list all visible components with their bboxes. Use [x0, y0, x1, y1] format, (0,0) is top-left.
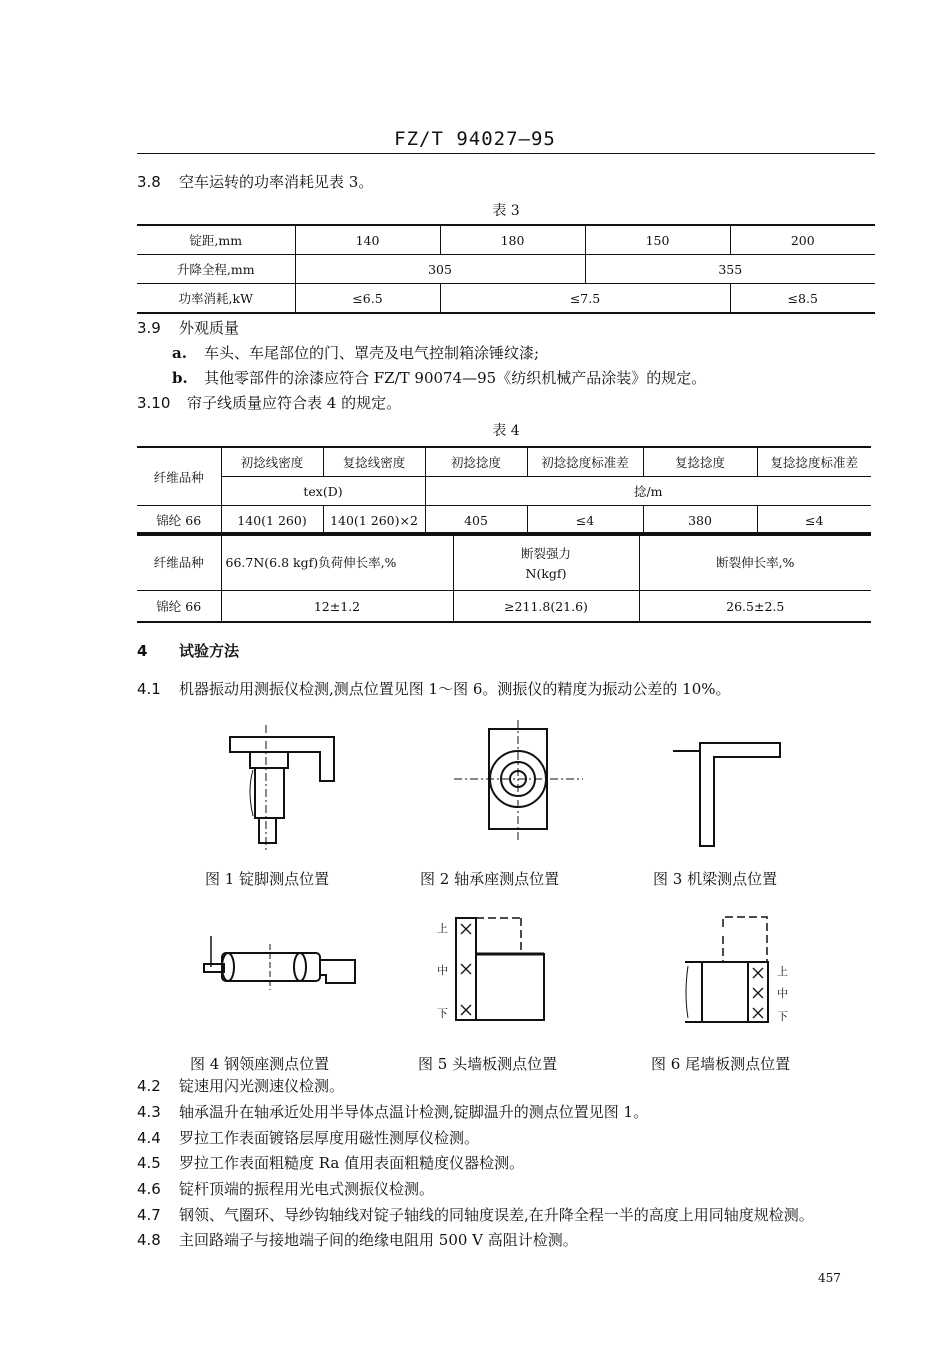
- section-number: 4.6: [137, 1180, 161, 1198]
- table-cell: 纤维品种: [137, 533, 221, 591]
- section-text: 帘子线质量应符合表 4 的规定。: [187, 394, 402, 412]
- table3-caption: 表 3: [492, 203, 520, 219]
- label-mid-6: 中: [777, 987, 788, 1000]
- table-cell: 200: [730, 225, 875, 255]
- table-cell: 锭距,mm: [137, 225, 295, 255]
- section-text: 主回路端子与接地端子间的绝缘电阻用 500 V 高阻计检测。: [179, 1231, 578, 1249]
- section-text: 钢领、气圈环、导纱钩轴线对锭子轴线的同轴度误差,在升降全程一半的高度上用同轴度规检测。: [179, 1206, 814, 1224]
- table-cell: 180: [440, 225, 585, 255]
- table-cell: tex(D): [221, 477, 425, 506]
- figure-3-drawing: [673, 743, 780, 846]
- table-cell: ≤4: [527, 506, 643, 536]
- strength-unit: N(kgf): [525, 565, 567, 581]
- item-4-7: [137, 1205, 814, 1225]
- label-down-6: 下: [777, 1010, 788, 1023]
- table-cell: 355: [585, 255, 875, 284]
- item-4-6: [137, 1179, 434, 1199]
- table-cell: 升降全程,mm: [137, 255, 295, 284]
- table-cell: 380: [643, 506, 757, 536]
- section-text: 锭速用闪光测速仪检测。: [179, 1077, 345, 1095]
- figure-2-caption: 图 2 轴承座测点位置: [420, 870, 560, 888]
- figure-6-drawing: [685, 917, 768, 1022]
- figure-4-caption: 图 4 钢领座测点位置: [190, 1055, 330, 1073]
- standard-number: FZ/T 94027—95: [394, 128, 556, 150]
- label-up-6: 上: [777, 965, 788, 978]
- table-cell: 初捻捻度: [425, 447, 527, 477]
- section-number: 4.4: [137, 1129, 161, 1147]
- label-down: 下: [437, 1007, 448, 1020]
- section-number: 4.2: [137, 1077, 161, 1095]
- section-text: 机器振动用测振仪检测,测点位置见图 1～图 6。测振仪的精度为振动公差的 10%。: [179, 680, 731, 698]
- table-cell: 复捻捻度标准差: [757, 447, 871, 477]
- table-cell: 复捻捻度: [643, 447, 757, 477]
- figure-5-caption: 图 5 头墙板测点位置: [418, 1055, 558, 1073]
- label-up: 上: [437, 922, 448, 935]
- table-cell: 405: [425, 506, 527, 536]
- item-label: a.: [172, 344, 187, 362]
- section-text: 罗拉工作表面粗糙度 Ra 值用表面粗糙度仪器检测。: [179, 1154, 525, 1172]
- figure-6-caption: 图 6 尾墙板测点位置: [651, 1055, 791, 1073]
- item-4-8: [137, 1230, 578, 1250]
- section-number: 3.10: [137, 394, 171, 412]
- table-cell: 锦纶 66: [137, 591, 221, 623]
- table-cell: 305: [295, 255, 585, 284]
- figure-1-drawing: [230, 725, 334, 850]
- table-cell: 复捻线密度: [323, 447, 425, 477]
- section-number: 3.9: [137, 319, 161, 337]
- section-number: 4.3: [137, 1103, 161, 1121]
- figure-1-caption: 图 1 锭脚测点位置: [205, 870, 330, 888]
- item-4-2: [137, 1076, 344, 1096]
- table-cell: 26.5±2.5: [639, 591, 871, 623]
- item-4-3: [137, 1102, 648, 1122]
- section-number: 4.1: [137, 680, 161, 698]
- item-4-4: [137, 1128, 479, 1148]
- table-cell: 初捻线密度: [221, 447, 323, 477]
- table-cell: 初捻捻度标准差: [527, 447, 643, 477]
- table-cell: 140: [295, 225, 440, 255]
- section-title: 外观质量: [179, 319, 240, 337]
- section-text: 轴承温升在轴承近处用半导体点温计检测,锭脚温升的测点位置见图 1。: [179, 1103, 649, 1121]
- table-cell: 12±1.2: [221, 591, 453, 623]
- table4-caption: 表 4: [492, 423, 520, 439]
- label-mid: 中: [437, 964, 448, 977]
- section-number: 4: [137, 642, 148, 660]
- section-number: 4.5: [137, 1154, 161, 1172]
- table-cell: 140(1 260): [221, 506, 323, 536]
- item-text: 车头、车尾部位的门、罩壳及电气控制箱涂锤纹漆;: [204, 344, 540, 362]
- table-cell: 捻/m: [425, 477, 871, 506]
- section-text: 罗拉工作表面镀铬层厚度用磁性测厚仪检测。: [179, 1129, 480, 1147]
- section-text: 空车运转的功率消耗见表 3。: [179, 173, 374, 191]
- page-number: 457: [818, 1271, 841, 1285]
- table-cell: 断裂伸长率,%: [639, 533, 871, 591]
- table-cell: 纤维品种: [137, 447, 221, 506]
- figure-3-caption: 图 3 机梁测点位置: [653, 870, 778, 888]
- table-cell: ≤7.5: [440, 284, 730, 314]
- section-text: 锭杆顶端的振程用光电式测振仪检测。: [179, 1180, 435, 1198]
- section-number: 4.7: [137, 1206, 161, 1224]
- table-cell: 140(1 260)×2: [323, 506, 425, 536]
- table-cell: ≤8.5: [730, 284, 875, 314]
- table-cell: ≥211.8(21.6): [453, 591, 639, 623]
- item-4-5: [137, 1153, 524, 1173]
- table-cell: 150: [585, 225, 730, 255]
- section-number: 4.8: [137, 1231, 161, 1249]
- item-label: b.: [172, 369, 188, 387]
- section-number: 3.8: [137, 173, 161, 191]
- section-title: 试验方法: [179, 642, 240, 660]
- table-cell: 66.7N(6.8 kgf)负荷伸长率,%: [221, 533, 453, 591]
- table-cell: ≤6.5: [295, 284, 440, 314]
- table-cell: 锦纶 66: [137, 506, 221, 536]
- table-cell: ≤4: [757, 506, 871, 536]
- figure-5-drawing: [456, 918, 544, 1020]
- figure-4-drawing: [204, 936, 355, 990]
- table-cell: 功率消耗,kW: [137, 284, 295, 314]
- figure-2-drawing: [454, 720, 583, 843]
- item-text: 其他零部件的涂漆应符合 FZ/T 90074—95《纺织机械产品涂装》的规定。: [204, 369, 707, 387]
- strength-header: 断裂强力: [520, 545, 571, 561]
